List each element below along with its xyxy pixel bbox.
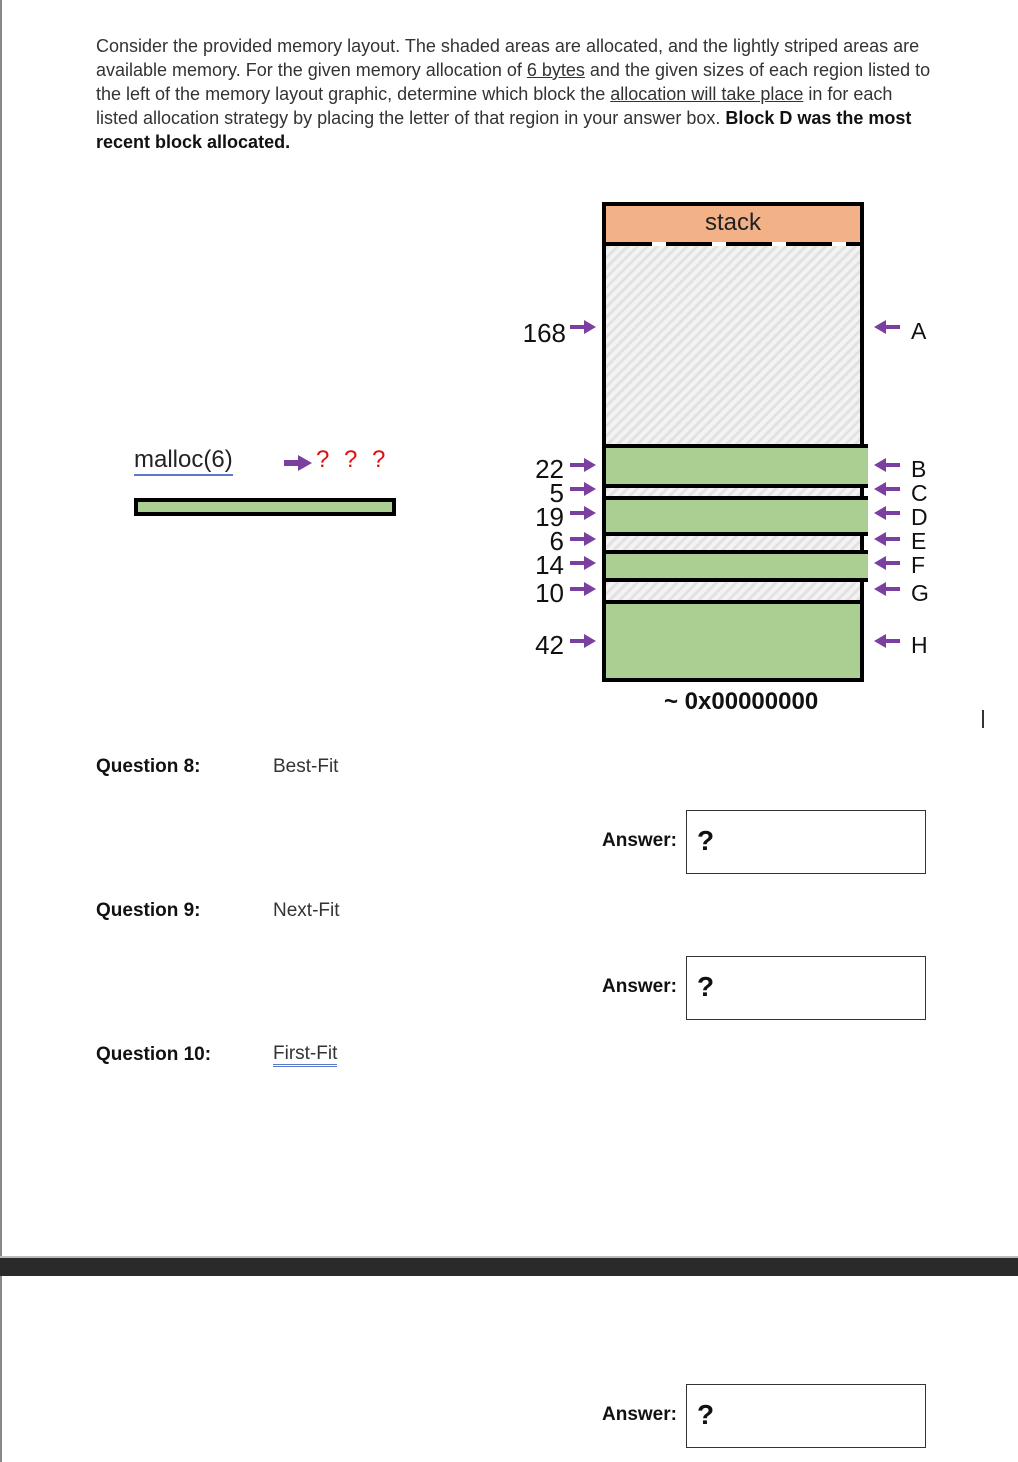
intro-bytes: 6 bytes (526, 60, 585, 80)
answer-value: ? (697, 971, 715, 1002)
region-letter: B (911, 456, 927, 482)
question-10-strategy: First-Fit (273, 1044, 337, 1067)
arrow-left-icon (872, 458, 900, 472)
region-letter: D (911, 504, 928, 530)
arrow-left-icon (872, 320, 900, 334)
question-9-label: Question 9: (96, 900, 201, 921)
region-letter: G (911, 580, 929, 606)
arrow-right-icon (284, 455, 312, 471)
stack-region: stack (606, 206, 860, 242)
unknown-destination: ? ? ? (316, 446, 390, 473)
question-8-strategy: Best-Fit (273, 756, 339, 777)
memory-layout (602, 202, 864, 682)
size-label: 6 (549, 526, 564, 556)
intro-allocation: allocation will take place (610, 84, 804, 104)
arrow-right-icon (570, 532, 598, 546)
region-letter: E (911, 528, 927, 554)
page-break (0, 1258, 1018, 1276)
question-9-strategy: Next-Fit (273, 900, 340, 921)
region-g (606, 582, 860, 602)
malloc-call (134, 446, 233, 474)
answer-label: Answer: (602, 976, 677, 997)
page-left-edge (0, 1276, 2, 1462)
arrow-right-icon (570, 458, 598, 472)
size-label: 10 (535, 578, 564, 608)
page-left-edge (0, 0, 2, 1258)
intro-text: Consider the provided memory layout. The shaded areas are allocated, and the lightly striped areas are available memory. For the given memory allocation of (96, 36, 920, 80)
size-label: 22 (535, 454, 564, 484)
arrow-right-icon (570, 482, 598, 496)
answer-value: ? (697, 1399, 715, 1430)
malloc-call-text: malloc(6) (134, 446, 233, 476)
region-a (606, 246, 860, 444)
size-label: 168 (522, 318, 566, 348)
size-label: 14 (535, 550, 564, 580)
region-letter: H (911, 632, 928, 658)
arrow-left-icon (872, 556, 900, 570)
answer-label: Answer: (602, 1404, 677, 1425)
arrow-right-icon (570, 556, 598, 570)
region-f (606, 550, 868, 582)
region-h (606, 600, 860, 678)
answer-box-q9[interactable] (686, 956, 926, 1020)
arrow-right-icon (570, 320, 598, 334)
arrow-left-icon (872, 532, 900, 546)
size-label: 19 (535, 502, 564, 532)
arrow-left-icon (872, 582, 900, 596)
arrow-left-icon (872, 634, 900, 648)
base-address: ~ 0x00000000 (664, 688, 819, 715)
question-10-label: Question 10: (96, 1044, 212, 1065)
answer-value: ? (697, 825, 715, 856)
arrow-left-icon (872, 506, 900, 520)
instructions-paragraph (96, 34, 936, 154)
region-d (606, 496, 868, 536)
size-label: 5 (549, 478, 564, 508)
region-letter: C (911, 480, 928, 506)
text-cursor (982, 710, 984, 728)
answer-box-q8[interactable] (686, 810, 926, 874)
answer-box-q10[interactable] (686, 1384, 926, 1448)
arrow-right-icon (570, 582, 598, 596)
region-e (606, 536, 860, 550)
intro-text: and the given sizes of each region listed to the left of the memory layout graphic, determine which block the (96, 60, 931, 104)
arrow-left-icon (872, 482, 900, 496)
requested-block (134, 498, 396, 516)
arrow-right-icon (570, 506, 598, 520)
question-8-label: Question 8: (96, 756, 201, 777)
intro-text: in for each listed allocation strategy by placing the letter of that region in your answer box. (96, 84, 893, 128)
arrow-right-icon (570, 634, 598, 648)
region-letter: F (911, 552, 926, 578)
size-label: 42 (535, 630, 564, 660)
region-letter: A (911, 318, 927, 344)
intro-note: Block D was the most recent block allocated. (96, 108, 912, 152)
answer-label: Answer: (602, 830, 677, 851)
region-b (606, 444, 868, 488)
region-c (606, 488, 860, 496)
